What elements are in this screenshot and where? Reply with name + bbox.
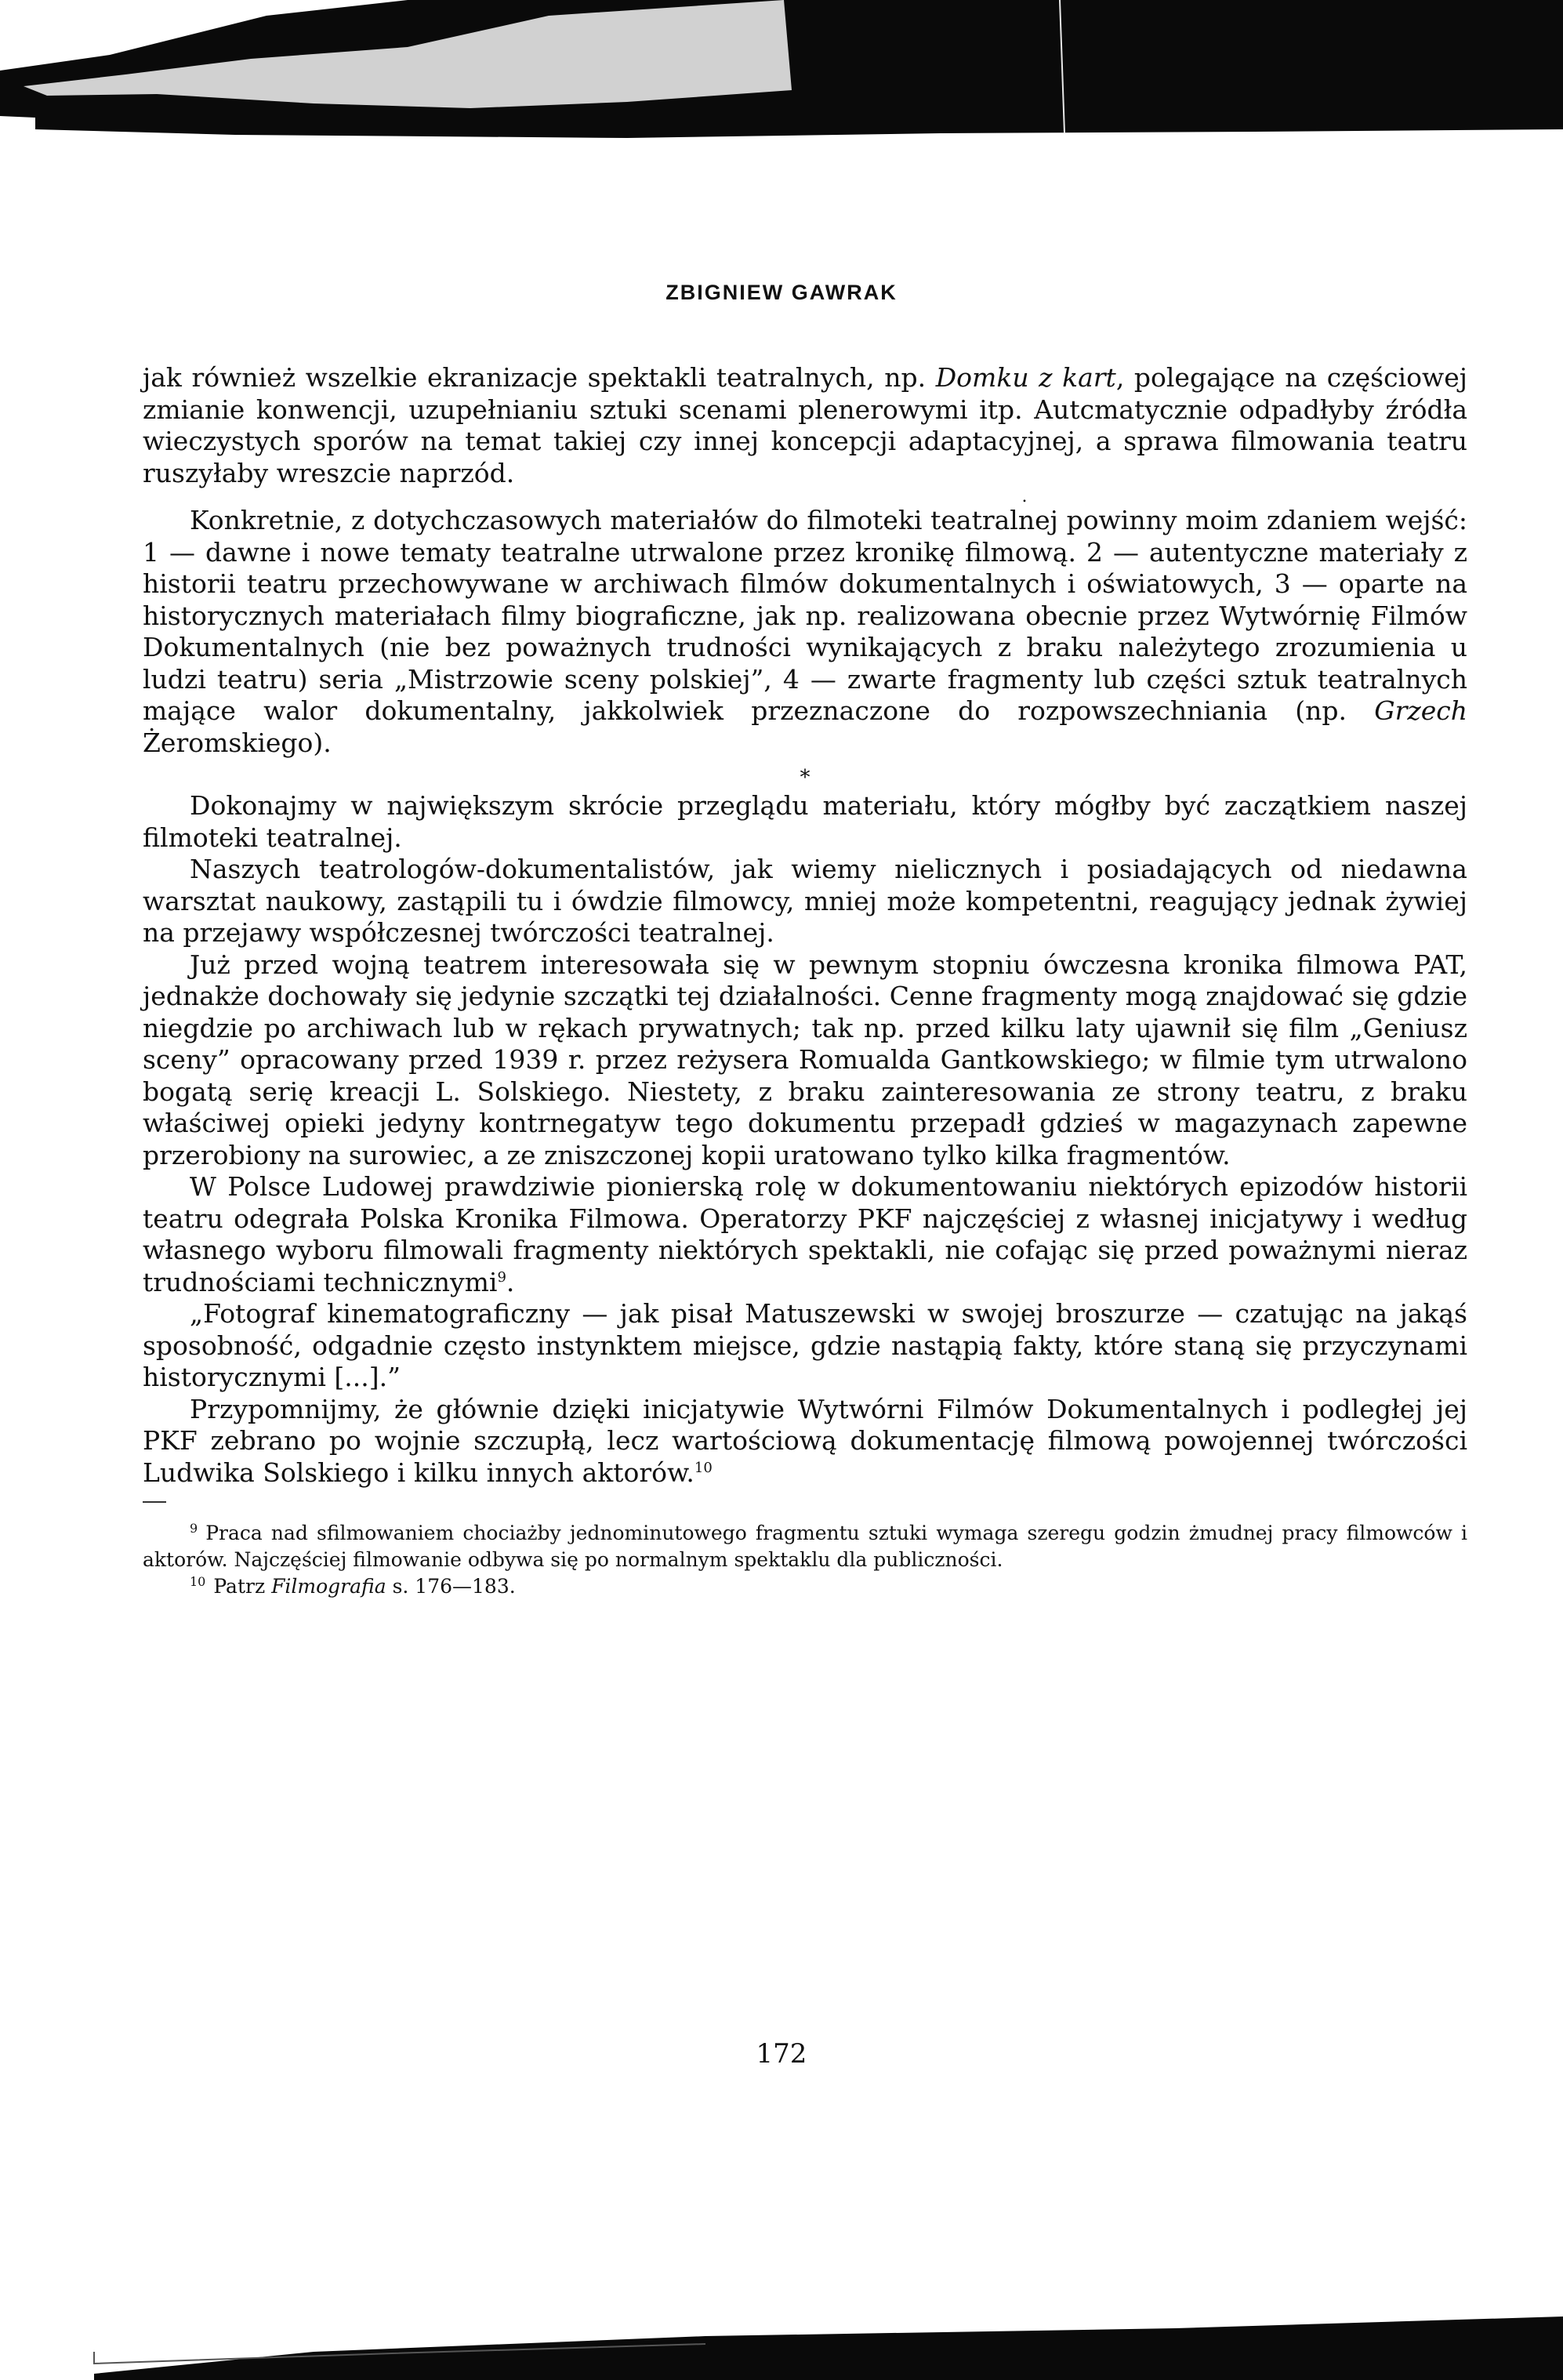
paragraph-3: Dokonajmy w największym skrócie przeglądu materiału, który mógłby być zaczątkiem naszej filmoteki teatralnej.	[143, 790, 1467, 853]
page-number: 172	[756, 2038, 807, 2070]
paragraph-8: Przypomnijmy, że głównie dzięki inicjatywie Wytwórni Filmów Dokumentalnych i podległej jej PKF zebrano po wojnie szczupłą, lecz wartościową dokumentację filmową powojennej twórczości Ludwika Solskiego i kilku innych aktorów.$^{10}$	[143, 1393, 1467, 1488]
title-grzech: Grzech	[1374, 695, 1467, 726]
section-asterisk: *	[800, 766, 811, 789]
paragraph-5: Już przed wojną teatrem interesowała się w pewnym stopniu ówczesna kronika filmowa PAT, jednakże dochowały się jedynie szczątki tej działalności. Cenne fragmenty mogą znajdować się gdzie niegdzie po archiwach lub w rękach prywatnych; tak np. przed kilku laty ujawnił się film „Geniusz sceny” opracowany przed 1939 r. przez reżysera Romualda Gantkowskiego; w filmie tym utrwalono bogatą serię kreacji L. Solskiego. Niestety, z braku zainteresowania ze strony teatru, z braku właściwej opieki jedyny kontrnegatyw tego dokumentu przepadł gdzieś w magazynach zapewne przerobiony na surowiec, a ze zniszczonej kopii uratowano tylko kilka fragmentów.	[143, 949, 1467, 1170]
footnote-ref-10[interactable]: 10	[694, 1459, 713, 1476]
footnotes	[143, 1520, 1467, 1600]
body-text	[143, 362, 1467, 1600]
separator-dot: .	[1021, 487, 1028, 506]
paragraph-2: Konkretnie, z dotychczasowych materiałów do filmoteki teatralnej powinny moim zdaniem wejść: 1 — dawne i nowe tematy teatralne utrwalone przez kronikę filmową. 2 — autentyczne materiały z historii teatru przechowywane w archiwach filmów dokumentalnych i oświatowych, 3 — oparte na historycznych materiałach filmy biograficzne, jak np. realizowana obecnie przez Wytwórnię Filmów Dokumentalnych (nie bez poważnych trudności wynikających z braku należytego zrozumienia u ludzi teatru) seria „Mistrzowie sceny polskiej”, 4 — zwarte fragmenty lub części sztuk teatralnych mające walor dokumentalny, jakkolwiek przeznaczone do rozpowszechniania (np. Grzech Żeromskiego).	[143, 505, 1467, 758]
scan-artifact-top	[0, 0, 1563, 141]
scan-artifact-bottom	[0, 2289, 1563, 2380]
paragraph-6: W Polsce Ludowej prawdziwie pionierską rolę w dokumentowaniu niektórych epizodów historii teatru odegrała Polska Kronika Filmowa. Operatorzy PKF najczęściej z własnej inicjatywy i według własnego wyboru filmowali fragmenty niektórych spektakli, nie cofając się przed poważnymi nieraz trudnościami technicznymi$^9$.	[143, 1171, 1467, 1297]
footnote-mark: 9	[190, 1520, 198, 1536]
title-domku-z-kart: Domku z kart	[935, 362, 1116, 393]
paragraph-4: Naszych teatrologów-dokumentalistów, jak wiemy nielicznych i posiadających od niedawna warsztat naukowy, zastąpili tu i ówdzie filmowcy, mniej może kompetentni, reagujący jednak żywiej na przejawy współczesnej twórczości teatralnej.	[143, 854, 1467, 948]
footnote-10: $^{10}$ Patrz Filmografia s. 176—183.	[190, 1573, 516, 1598]
running-head-author: ZBIGNIEW GAWRAK	[665, 281, 898, 304]
paragraph-7-quote: „Fotograf kinematograficzny — jak pisał Matuszewski w swojej broszurze — czatując na jakąś sposobność, odgadnie często instynktem miejsce, gdzie nastąpią fakty, które staną się przyczynami historycznymi [...].”	[143, 1298, 1467, 1392]
footnote-9: $^9$ Praca nad sfilmowaniem chociażby jednominutowego fragmentu sztuki wymaga szeregu godzin żmudnej pracy filmowców i aktorów. Najczęściej filmowanie odbywa się po normalnym spektaklu dla publiczności.	[143, 1520, 1467, 1571]
paragraph-1: jak również wszelkie ekranizacje spektakli teatralnych, np. Domku z kart, polegające na częściowej zmianie konwencji, uzupełnianiu sztuki scenami plenerowymi itp. Autcmatycznie odpadłyby źródła wieczystych sporów na temat takiej czy innej koncepcji adaptacyjnej, a sprawa filmowania teatru ruszyłaby wreszcie naprzód.	[143, 362, 1467, 488]
title-filmografia: Filmografia	[271, 1575, 386, 1598]
footnote-mark: 10	[190, 1573, 206, 1589]
footnote-divider	[143, 1501, 166, 1503]
footnote-ref-9[interactable]: 9	[497, 1268, 506, 1286]
